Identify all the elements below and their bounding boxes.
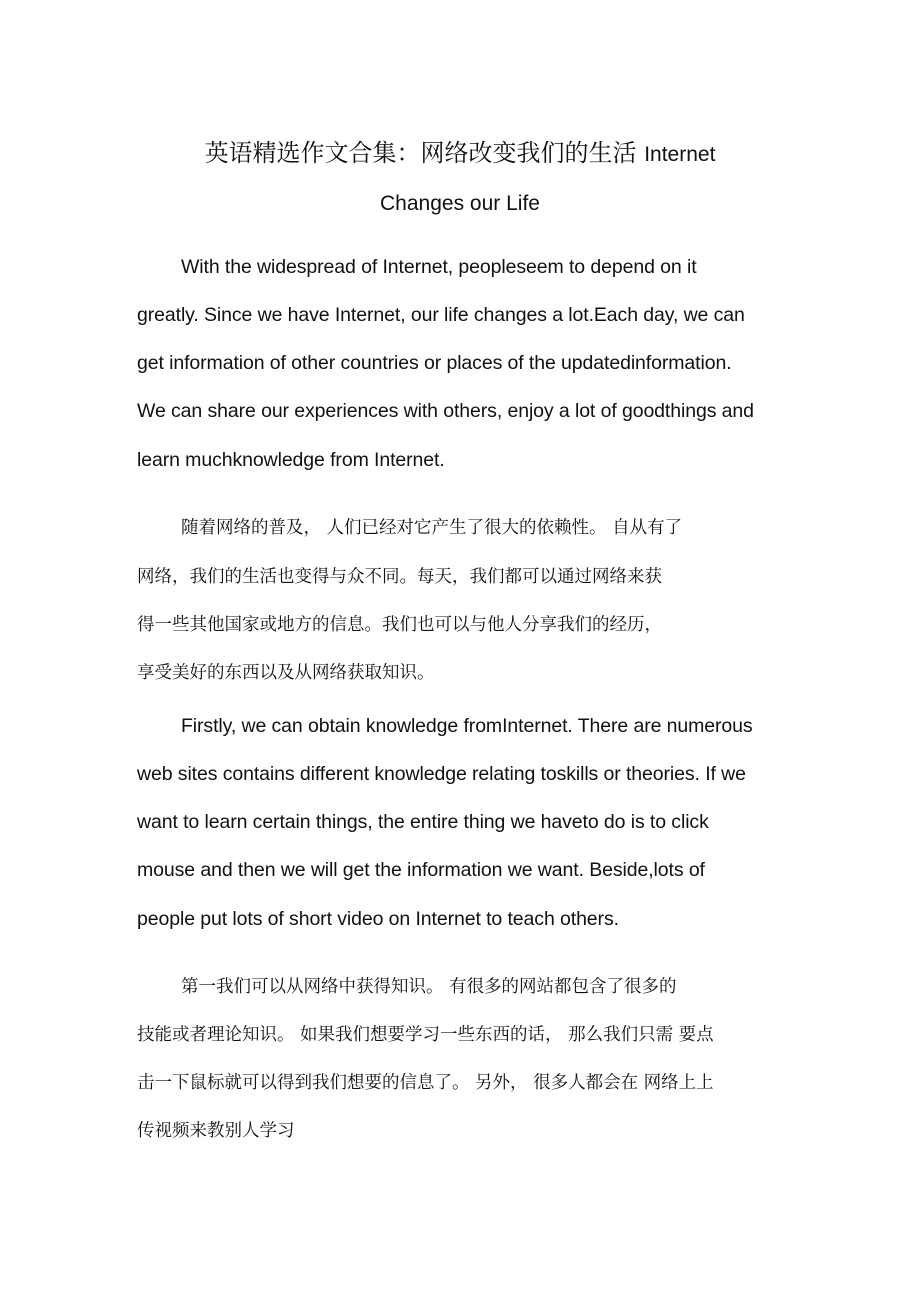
paragraph1-en-line: With the widespread of Internet, peopleseem to depend on it — [181, 256, 697, 278]
title-english-part1: Internet — [644, 143, 716, 166]
paragraph1-zh-line: 网络，我们的生活也变得与众不同。每天，我们都可以通过网络来获 — [137, 567, 662, 587]
paragraph1-zh-line: 随着网络的普及， 人们已经对它产生了很大的依赖性。 自从有了 — [181, 518, 683, 538]
paragraph2-zh-line: 击一下鼠标就可以得到我们想要的信息了。 另外， 很多人都会在 网络上上 — [137, 1073, 714, 1093]
paragraph2-zh-line: 技能或者理论知识。 如果我们想要学习一些东西的话， 那么我们只需 要点 — [137, 1025, 714, 1045]
paragraph2-zh-line: 第一我们可以从网络中获得知识。 有很多的网站都包含了很多的 — [181, 977, 677, 997]
paragraph2-en-line: Firstly, we can obtain knowledge fromInternet. There are numerous — [181, 715, 753, 737]
paragraph1-zh-line: 享受美好的东西以及从网络获取知识。 — [137, 663, 435, 683]
title-chinese: 英语精选作文合集：网络改变我们的生活 — [204, 139, 637, 167]
paragraph2-en-line: mouse and then we will get the information we want. Beside,lots of — [137, 859, 705, 881]
paragraph1-en-line: get information of other countries or places of the updatedinformation. — [137, 352, 732, 374]
paragraph1-zh-line: 得一些其他国家或地方的信息。我们也可以与他人分享我们的经历， — [137, 615, 662, 635]
document-title — [0, 138, 920, 170]
paragraph1-en-line: We can share our experiences with others, enjoy a lot of goodthings and — [137, 400, 754, 422]
paragraph2-en-line: web sites contains different knowledge relating toskills or theories. If we — [137, 763, 746, 785]
paragraph2-en-line: people put lots of short video on Internet to teach others. — [137, 908, 619, 930]
paragraph1-en-line: learn muchknowledge from Internet. — [137, 449, 445, 471]
document-subtitle: Changes our Life — [380, 192, 540, 215]
paragraph2-en-line: want to learn certain things, the entire thing we haveto do is to click — [137, 811, 709, 833]
paragraph2-zh-line: 传视频来教别人学习 — [137, 1121, 295, 1141]
paragraph1-en-line: greatly. Since we have Internet, our life changes a lot.Each day, we can — [137, 304, 745, 326]
